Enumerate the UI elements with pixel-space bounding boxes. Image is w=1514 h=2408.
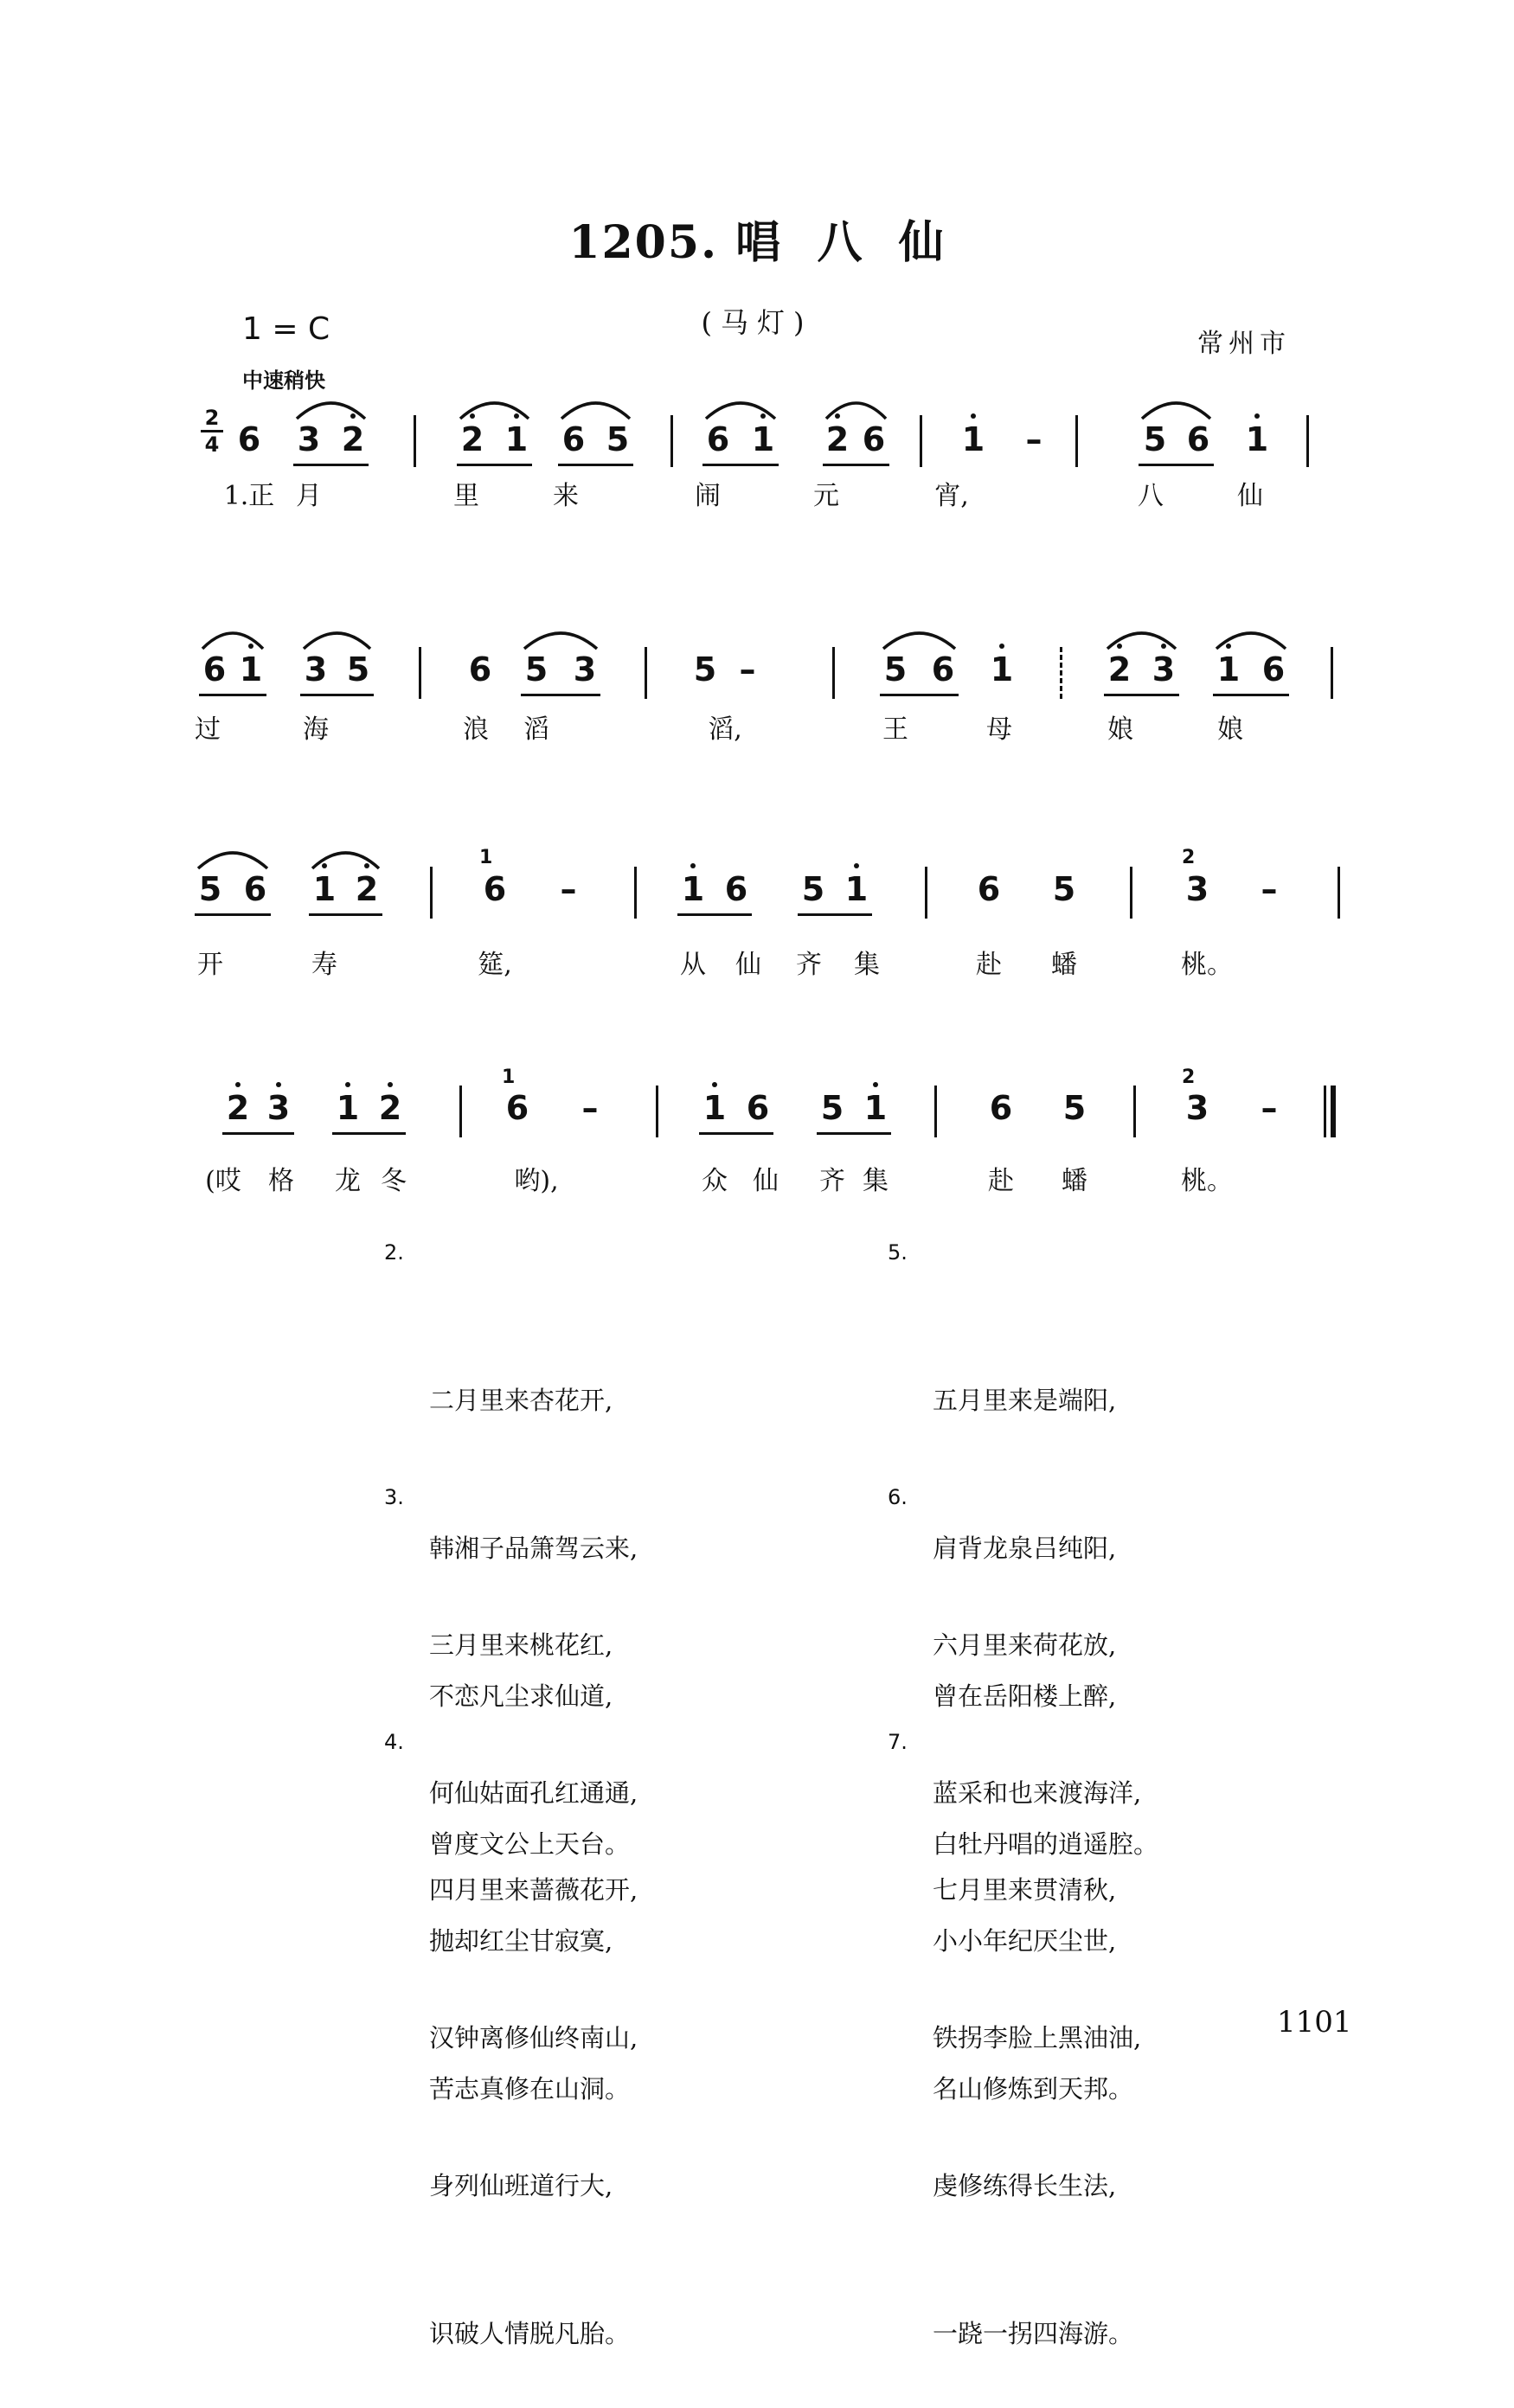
verse-number: 6. <box>888 1485 908 1509</box>
slur <box>1107 633 1176 649</box>
note: 5 <box>801 870 825 908</box>
note: 6 <box>931 650 955 688</box>
lyric: 滔 <box>523 714 549 745</box>
verse-line: 曾度文公上天台。 <box>429 1829 631 1859</box>
verse-line: 汉钟离修仙终南山, <box>429 2023 638 2053</box>
beam-underline <box>1139 464 1214 466</box>
slur <box>1216 633 1286 649</box>
verse-line: 一跷一拐四海游。 <box>933 2319 1134 2348</box>
beam-underline <box>332 1132 406 1135</box>
lyric: 众 <box>702 1166 728 1196</box>
lyric: 元 <box>813 481 839 511</box>
slur <box>826 403 886 419</box>
verse-number: 3. <box>384 1485 404 1509</box>
octave-dot <box>345 1082 350 1087</box>
note: 6 <box>862 420 886 458</box>
lyric: 过 <box>195 714 221 745</box>
note: 5 <box>1143 420 1167 458</box>
note: 2 <box>455 420 490 458</box>
octave-dot <box>712 1082 717 1087</box>
lyric: 格 <box>268 1166 294 1196</box>
lyric: 浪 <box>463 714 489 745</box>
note: 5 <box>693 650 717 688</box>
verse-line: 何仙姑面孔红通通, <box>429 1778 638 1808</box>
slur <box>198 853 267 868</box>
note: – <box>1261 1089 1278 1127</box>
lyric: 寿 <box>311 950 337 980</box>
lyric: 桃。 <box>1181 950 1233 980</box>
lyric: 月 <box>296 481 322 511</box>
lyric: 滔, <box>708 714 742 745</box>
octave-dot <box>235 1082 241 1087</box>
verse-line: 六月里来荷花放, <box>933 1630 1117 1660</box>
note: 1 <box>676 870 710 908</box>
lyric: 桃。 <box>1181 1166 1233 1196</box>
verse-line: 虔修练得长生法, <box>933 2171 1117 2200</box>
verse-line: 四月里来蔷薇花开, <box>429 1875 638 1905</box>
verse-line: 身列仙班道行大, <box>429 2171 613 2200</box>
lyric: 娘 <box>1107 714 1133 745</box>
beam-underline <box>521 694 600 696</box>
note: 3 <box>1185 870 1209 908</box>
note: 1 <box>985 650 1019 688</box>
tempo-marking: 中速稍快 <box>242 368 325 393</box>
lyric: 哟), <box>514 1166 559 1196</box>
note: 1 <box>839 870 874 908</box>
lyric: 赴 <box>988 1166 1014 1196</box>
lyric: (哎 <box>205 1166 241 1196</box>
final-barline-thin <box>1324 1086 1326 1137</box>
lyric: 王 <box>882 714 908 745</box>
note: 5 <box>1062 1089 1087 1127</box>
slur-group <box>0 384 1514 436</box>
lyric: 从 <box>680 950 706 980</box>
lyric: 里 <box>453 481 479 511</box>
note: 2 <box>1102 650 1137 688</box>
beam-underline <box>699 1132 773 1135</box>
verse-line: 白牡丹唱的逍遥腔。 <box>933 1829 1159 1859</box>
beam-underline <box>558 464 633 466</box>
lyric: 蟠 <box>1062 1166 1087 1196</box>
slur <box>304 633 370 649</box>
note: 6 <box>1261 650 1286 688</box>
note: 5 <box>198 870 222 908</box>
verse-line: 三月里来桃花红, <box>429 1630 613 1660</box>
note: 1 <box>697 1089 732 1127</box>
note: 3 <box>573 650 597 688</box>
octave-dot <box>276 1082 281 1087</box>
note: 1 <box>330 1089 365 1127</box>
note: 5 <box>883 650 908 688</box>
note: 6 <box>202 650 227 688</box>
note: – <box>581 1089 599 1127</box>
note: 5 <box>346 650 370 688</box>
barline <box>934 1086 937 1137</box>
note: 1 <box>234 650 268 688</box>
beam-underline <box>195 913 271 916</box>
slur <box>312 853 379 868</box>
slur <box>297 403 365 419</box>
beam-underline <box>798 913 872 916</box>
beam-underline <box>677 913 752 916</box>
verse-number: 5. <box>888 1240 908 1265</box>
verse-line: 蓝采和也来渡海洋, <box>933 1778 1142 1808</box>
grace-note: 2 <box>1182 847 1196 868</box>
note: 6 <box>989 1089 1013 1127</box>
lyric: 宵, <box>934 481 969 511</box>
note: 6 <box>483 870 507 908</box>
beam-underline <box>880 694 959 696</box>
beam-underline <box>457 464 532 466</box>
song-title: 1205. 唱 八 仙 <box>568 216 946 269</box>
lyric: 娘 <box>1217 714 1243 745</box>
time-signature-top: 2 <box>204 406 220 430</box>
slur <box>202 633 263 649</box>
note: 3 <box>1185 1089 1209 1127</box>
note: 2 <box>820 420 855 458</box>
verse-line: 曾在岳阳楼上醉, <box>933 1681 1117 1711</box>
note: 3 <box>1146 650 1181 688</box>
lyric: 母 <box>986 714 1012 745</box>
lyric: 蟠 <box>1051 950 1077 980</box>
note: 1 <box>1240 420 1274 458</box>
region-label: 常州市 <box>1197 329 1291 359</box>
beam-underline <box>309 913 382 916</box>
verse-number: 7. <box>888 1730 908 1754</box>
lyric: 闹 <box>695 481 721 511</box>
verse-line: 韩湘子品箫驾云来, <box>429 1534 638 1563</box>
note: 6 <box>243 870 267 908</box>
slur <box>1142 403 1210 419</box>
grace-note: 1 <box>502 1066 516 1088</box>
lyric: 八 <box>1138 481 1164 511</box>
note: 1 <box>307 870 342 908</box>
note: 3 <box>261 1089 296 1127</box>
lyric: 1.正 <box>223 481 275 511</box>
note: 1 <box>858 1089 893 1127</box>
slur <box>561 403 630 419</box>
beam-underline <box>1104 694 1179 696</box>
note: 6 <box>746 1089 770 1127</box>
verse-line: 二月里来杏花开, <box>429 1386 613 1415</box>
verse-7 <box>888 1718 1142 2408</box>
beam-underline <box>817 1132 891 1135</box>
verse-line: 五月里来是端阳, <box>933 1386 1117 1415</box>
beam-underline <box>293 464 369 466</box>
note: 1 <box>499 420 534 458</box>
verse-line: 不恋凡尘求仙道, <box>429 1681 613 1711</box>
octave-dot <box>873 1082 878 1087</box>
note: – <box>739 650 756 688</box>
note: – <box>560 870 577 908</box>
barline <box>656 1086 658 1137</box>
beam-underline <box>823 464 889 466</box>
verse-line: 苦志真修在山洞。 <box>429 2074 631 2104</box>
lyric: 龙 <box>335 1166 361 1196</box>
beam-underline <box>702 464 779 466</box>
slur <box>706 403 775 419</box>
slur-group <box>0 614 1514 666</box>
note: 6 <box>561 420 586 458</box>
lyric: 齐 <box>819 1166 845 1196</box>
song-subtitle: (马灯) <box>701 306 813 339</box>
lyric: 来 <box>553 481 579 511</box>
key-signature: 1 = C <box>242 311 330 347</box>
octave-dot <box>388 1082 393 1087</box>
slur-group <box>0 834 1514 886</box>
note: 3 <box>304 650 328 688</box>
verse-line: 小小年纪厌尘世, <box>933 1926 1117 1956</box>
lyric: 仙 <box>753 1166 779 1196</box>
beam-underline <box>199 694 266 696</box>
beam-underline <box>300 694 374 696</box>
note: 6 <box>505 1089 529 1127</box>
note: 6 <box>1186 420 1210 458</box>
note: 2 <box>336 420 370 458</box>
slur <box>460 403 529 419</box>
verse-line: 识破人情脱凡胎。 <box>429 2319 631 2348</box>
note: 5 <box>606 420 630 458</box>
lyric: 赴 <box>976 950 1002 980</box>
note: 6 <box>237 420 261 458</box>
note: 5 <box>820 1089 844 1127</box>
lyric: 筵, <box>478 950 512 980</box>
verse-line: 铁拐李脸上黑油油, <box>933 2023 1142 2053</box>
verse-number: 2. <box>384 1240 404 1265</box>
verse-line: 肩背龙泉吕纯阳, <box>933 1534 1117 1563</box>
grace-note: 2 <box>1182 1066 1196 1088</box>
lyric: 海 <box>303 714 329 745</box>
slur <box>883 633 955 649</box>
lyric: 冬 <box>381 1166 407 1196</box>
note: 5 <box>1052 870 1076 908</box>
note: 1 <box>956 420 991 458</box>
note: 3 <box>297 420 321 458</box>
final-barline-thick <box>1331 1086 1336 1137</box>
lyric: 集 <box>854 950 880 980</box>
note: 2 <box>221 1089 255 1127</box>
note: 1 <box>1211 650 1246 688</box>
lyric: 集 <box>863 1166 889 1196</box>
note: 6 <box>724 870 748 908</box>
verse-line: 名山修炼到天邦。 <box>933 2074 1134 2104</box>
verse-line: 抛却红尘甘寂寞, <box>429 1926 613 1956</box>
note: – <box>1261 870 1278 908</box>
note: 6 <box>468 650 492 688</box>
note: 1 <box>746 420 780 458</box>
verse-4 <box>384 1718 638 2408</box>
note: 2 <box>350 870 384 908</box>
lyric: 齐 <box>796 950 822 980</box>
lyric: 开 <box>197 950 223 980</box>
beam-underline <box>222 1132 294 1135</box>
slur <box>524 633 597 649</box>
time-signature-bottom: 4 <box>204 432 220 457</box>
lyric: 仙 <box>1237 481 1263 511</box>
beam-underline <box>1213 694 1289 696</box>
barline <box>459 1086 462 1137</box>
note: – <box>1025 420 1042 458</box>
note: 6 <box>977 870 1001 908</box>
page-number: 1101 <box>1277 2005 1352 2040</box>
note: 5 <box>524 650 549 688</box>
verse-line: 七月里来贯清秋, <box>933 1875 1117 1905</box>
verse-number: 4. <box>384 1730 404 1754</box>
note: 2 <box>373 1089 407 1127</box>
lyric: 仙 <box>735 950 761 980</box>
barline <box>1133 1086 1136 1137</box>
grace-note: 1 <box>479 847 493 868</box>
note: 6 <box>706 420 730 458</box>
